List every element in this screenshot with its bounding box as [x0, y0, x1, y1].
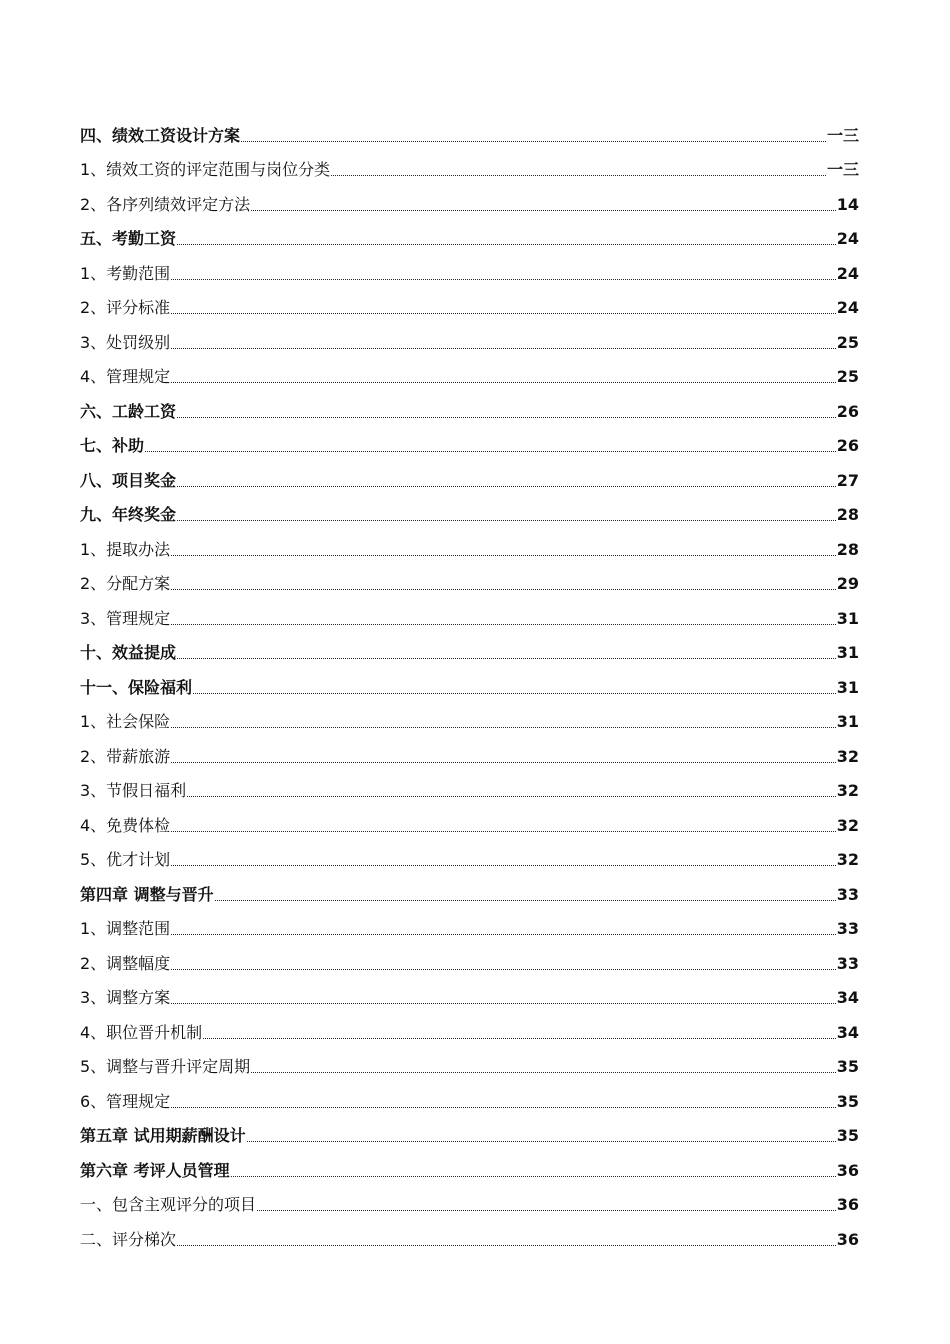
toc-entry-page-number: 34 [836, 1022, 859, 1042]
toc-entry-page-number: 31 [836, 643, 859, 662]
toc-dot-leader [331, 175, 826, 176]
toc-entry-page-number: 36 [836, 1229, 859, 1249]
toc-entry-page-number: 一三 [826, 160, 859, 179]
toc-entry[interactable] [80, 215, 859, 250]
toc-entry-title: 4、职位晋升机制 [80, 1022, 203, 1042]
toc-dot-leader [177, 520, 836, 521]
toc-dot-leader [187, 796, 836, 797]
toc-entry-page-number: 31 [836, 712, 859, 731]
toc-entry-page-number: 32 [836, 850, 859, 869]
toc-entry[interactable] [80, 1181, 859, 1216]
toc-dot-leader [171, 1003, 836, 1004]
toc-entry-page-number: 26 [836, 436, 859, 455]
toc-dot-leader [251, 1072, 836, 1073]
toc-dot-leader [171, 865, 836, 866]
toc-entry[interactable] [80, 249, 859, 284]
toc-entry-title: 3、处罚级别 [80, 332, 171, 352]
toc-entry[interactable] [80, 180, 859, 215]
toc-entry-title: 6、管理规定 [80, 1091, 171, 1111]
toc-dot-leader [177, 486, 836, 487]
toc-entry[interactable] [80, 560, 859, 595]
toc-entry-page-number: 33 [836, 884, 859, 904]
toc-entry[interactable] [80, 525, 859, 560]
toc-entry-page-number: 34 [836, 988, 859, 1007]
toc-entry[interactable] [80, 663, 859, 698]
toc-entry-page-number: 35 [836, 1091, 859, 1111]
toc-dot-leader [247, 1141, 836, 1142]
toc-entry-page-number: 24 [836, 229, 859, 248]
toc-dot-leader [171, 279, 836, 280]
toc-entry-title: 3、节假日福利 [80, 781, 187, 800]
toc-dot-leader [203, 1038, 836, 1039]
toc-entry-page-number: 29 [836, 574, 859, 593]
toc-entry-title: 1、调整范围 [80, 919, 171, 938]
toc-entry-page-number: 25 [836, 332, 859, 352]
toc-entry-title: 第四章 调整与晋升 [80, 884, 214, 904]
toc-dot-leader [171, 762, 836, 763]
toc-entry-page-number: 28 [836, 539, 859, 559]
toc-entry[interactable] [80, 1043, 859, 1078]
toc-entry[interactable] [80, 387, 859, 422]
toc-entry-page-number: 33 [836, 919, 859, 938]
toc-entry-title: 4、免费体检 [80, 815, 171, 835]
toc-dot-leader [215, 900, 836, 901]
toc-entry-title: 1、社会保险 [80, 712, 171, 731]
toc-entry-title: 十、效益提成 [80, 643, 177, 662]
toc-entry-page-number: 32 [836, 746, 859, 766]
toc-entry-page-number: 35 [836, 1126, 859, 1145]
toc-entry[interactable] [80, 905, 859, 940]
toc-entry-page-number: 35 [836, 1057, 859, 1076]
toc-entry[interactable] [80, 767, 859, 802]
toc-entry-title: 4、管理规定 [80, 367, 171, 386]
toc-entry[interactable] [80, 974, 859, 1009]
toc-dot-leader [171, 934, 836, 935]
toc-entry-page-number: 24 [836, 298, 859, 317]
toc-entry-page-number: 33 [836, 953, 859, 973]
toc-entry-title: 5、调整与晋升评定周期 [80, 1057, 251, 1076]
toc-entry-page-number: 32 [836, 815, 859, 835]
toc-dot-leader [171, 831, 836, 832]
toc-dot-leader [171, 382, 836, 383]
toc-entry-page-number: 一三 [826, 125, 859, 145]
toc-dot-leader [171, 1107, 836, 1108]
toc-entry[interactable] [80, 318, 859, 353]
toc-entry-title: 五、考勤工资 [80, 229, 177, 248]
toc-entry[interactable] [80, 491, 859, 526]
toc-entry-page-number: 14 [836, 194, 859, 214]
table-of-contents [80, 111, 859, 1250]
toc-dot-leader [257, 1210, 836, 1211]
toc-entry[interactable] [80, 801, 859, 836]
toc-entry[interactable] [80, 939, 859, 974]
toc-entry-title: 2、分配方案 [80, 574, 171, 593]
toc-dot-leader [171, 727, 836, 728]
toc-entry[interactable] [80, 629, 859, 664]
toc-entry-title: 四、绩效工资设计方案 [80, 125, 241, 145]
toc-dot-leader [171, 555, 836, 556]
toc-entry-title: 第六章 考评人员管理 [80, 1160, 230, 1180]
toc-entry-title: 5、优才计划 [80, 850, 171, 869]
toc-entry[interactable] [80, 698, 859, 733]
toc-entry[interactable] [80, 1215, 859, 1250]
toc-dot-leader [193, 693, 836, 694]
toc-entry-title: 1、绩效工资的评定范围与岗位分类 [80, 160, 331, 179]
toc-entry-page-number: 36 [836, 1195, 859, 1214]
toc-entry-page-number: 24 [836, 263, 859, 283]
toc-entry[interactable] [80, 146, 859, 181]
toc-entry-title: 1、提取办法 [80, 539, 171, 559]
toc-dot-leader [177, 244, 836, 245]
toc-dot-leader [177, 658, 836, 659]
toc-entry[interactable] [80, 111, 859, 146]
toc-entry[interactable] [80, 1146, 859, 1181]
toc-entry-title: 二、评分梯次 [80, 1229, 177, 1249]
toc-entry-title: 八、项目奖金 [80, 470, 177, 490]
toc-entry[interactable] [80, 456, 859, 491]
toc-entry[interactable] [80, 1008, 859, 1043]
toc-dot-leader [145, 451, 836, 452]
toc-entry-page-number: 31 [836, 677, 859, 697]
toc-entry-title: 六、工龄工资 [80, 401, 177, 421]
toc-entry[interactable] [80, 870, 859, 905]
toc-entry-page-number: 26 [836, 401, 859, 421]
toc-entry-title: 1、考勤范围 [80, 263, 171, 283]
toc-dot-leader [171, 969, 836, 970]
toc-dot-leader [171, 624, 836, 625]
toc-entry-title: 第五章 试用期薪酬设计 [80, 1126, 246, 1145]
toc-dot-leader [171, 313, 836, 314]
toc-entry[interactable] [80, 732, 859, 767]
toc-entry-title: 十一、保险福利 [80, 677, 193, 697]
toc-entry[interactable] [80, 836, 859, 871]
toc-entry[interactable] [80, 594, 859, 629]
toc-entry-page-number: 28 [836, 505, 859, 524]
toc-entry-title: 3、管理规定 [80, 608, 171, 628]
toc-entry[interactable] [80, 284, 859, 319]
toc-entry-title: 2、各序列绩效评定方法 [80, 194, 251, 214]
toc-dot-leader [231, 1176, 836, 1177]
toc-entry-title: 2、带薪旅游 [80, 746, 171, 766]
toc-dot-leader [177, 417, 836, 418]
toc-entry-title: 七、补助 [80, 436, 145, 455]
toc-entry-page-number: 32 [836, 781, 859, 800]
toc-entry-page-number: 25 [836, 367, 859, 386]
toc-dot-leader [177, 1245, 836, 1246]
toc-entry-title: 2、调整幅度 [80, 953, 171, 973]
toc-entry[interactable] [80, 422, 859, 457]
toc-dot-leader [171, 348, 836, 349]
toc-entry[interactable] [80, 353, 859, 388]
toc-entry[interactable] [80, 1077, 859, 1112]
toc-dot-leader [241, 141, 826, 142]
toc-dot-leader [171, 589, 836, 590]
toc-entry-title: 2、评分标准 [80, 298, 171, 317]
toc-entry-title: 九、年终奖金 [80, 505, 177, 524]
toc-entry-title: 3、调整方案 [80, 988, 171, 1007]
toc-dot-leader [251, 210, 836, 211]
toc-entry-page-number: 36 [836, 1160, 859, 1180]
toc-entry-page-number: 31 [836, 608, 859, 628]
toc-entry-title: 一、包含主观评分的项目 [80, 1195, 257, 1214]
toc-entry[interactable] [80, 1112, 859, 1147]
toc-entry-page-number: 27 [836, 470, 859, 490]
